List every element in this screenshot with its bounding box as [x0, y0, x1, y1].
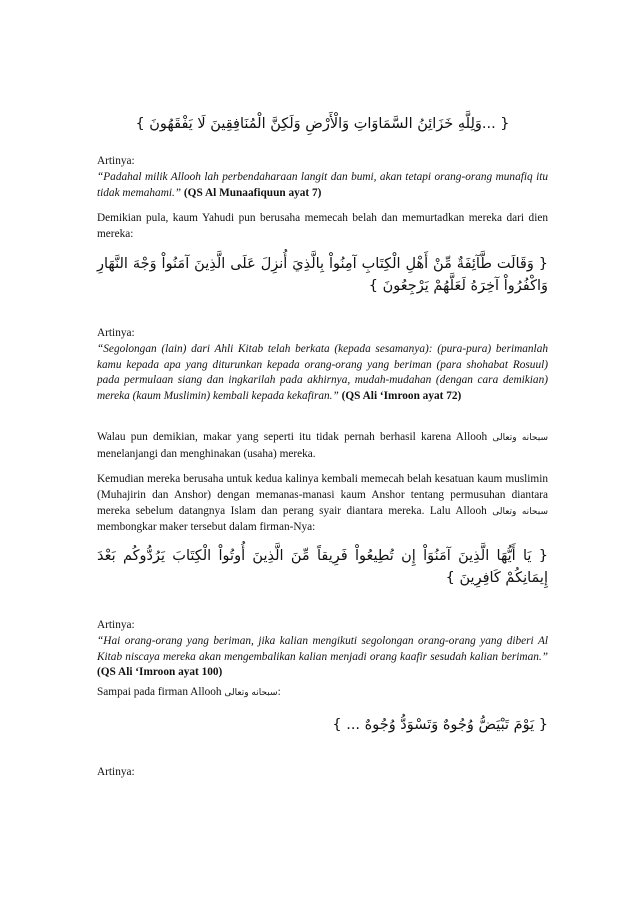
translation-label: Artinya: [97, 155, 135, 167]
paragraph-yahudi: Demikian pula, kaum Yahudi pun berusaha memecah belah dan memurtadkan mereka dari dien mereka: [97, 212, 548, 240]
quran-verse-ali-imroon-106: { يَوْمَ تَبْيَضُّ وُجُوهٌ وَتَسْوَدُّ وُجُوهٌ ... } [332, 717, 548, 733]
paragraph-text: : [277, 686, 281, 698]
paragraph-kedua-kalinya [97, 472, 548, 536]
paragraph-text: menelanjangi dan menghinakan (usaha) mereka. [97, 447, 316, 460]
translation-label: Artinya: [97, 619, 135, 631]
verse-reference: (QS Al Munaafiquun ayat 7) [183, 186, 322, 199]
translation-block-1 [97, 154, 548, 201]
quran-verse-munaafiquun-7: { ...وَلِلَّهِ خَزَائِنُ السَّمَاوَاتِ وَالْأَرْضِ وَلَكِنَّ الْمُنَافِقِينَ لَا يَفْقَهُونَ } [135, 116, 510, 132]
translation-label: Artinya: [97, 327, 135, 339]
translation-quote: “Hai orang-orang yang beriman, jika kalian mengikuti segolongan orang-orang yang diberi Al Kitab niscaya mereka akan mengembalikan kalian menjadi orang kaafir sesudah kalian beriman.” [97, 634, 548, 663]
verse-reference: (QS Ali ‘Imroon ayat 72) [341, 390, 462, 403]
verse-reference: (QS Ali ‘Imroon ayat 100) [97, 666, 223, 679]
quran-verse-ali-imroon-72: { وَقَالَت طَّآئِفَةٌ مِّنْ أَهْلِ الْكِتَابِ آمِنُواْ بِالَّذِيَ أُنزِلَ عَلَى الَّذِينَ آمَنُواْ وَجْهَ النَّهَارِ وَاكْفُرُواْ آخِرَهُ لَعَلَّهُمْ يَرْجِعُونَ } [97, 256, 548, 294]
translation-quote: “Segolongan (lain) dari Ahli Kitab telah berkata (kepada sesamanya): (pura-pura) berimanlah kamu kepada apa yang diturunkan kepada orang-orang yang beriman (para shohabat Rosuul) pada permulaan siang dan ingkarilah pada akhirnya, mudah-mudahan (dengan cara demikian) mereka (kaum Muslimin) kembali kepada kekafiran.” [97, 342, 548, 403]
translation-label-4: Artinya: [97, 766, 135, 778]
honorific-arabic: سبحانه وتعالى [492, 506, 548, 517]
translation-quote: “Padahal milik Allooh lah perbendaharaan langit dan bumi, akan tetapi orang-orang munafiq itu tidak memahami.” [97, 170, 548, 199]
paragraph-text: membongkar maker tersebut dalam firman-Nya: [97, 521, 316, 534]
paragraph-text: Kemudian mereka berusaha untuk kedua kalinya kembali memecah belah kesatuan kaum muslimin (Muhajirin dan Anshor) dengan memanas-manasi kaum Anshor tentang permusuhan diantara mereka sebelum datangnya Islam dan perang syair diantara mereka. Lalu Allooh [97, 473, 548, 517]
honorific-arabic: سبحانه وتعالى [224, 688, 278, 698]
paragraph-text: Walau pun demikian, makar yang seperti itu tidak pernah berhasil karena Allooh [97, 431, 488, 443]
quran-verse-ali-imroon-100: { يَا أَيُّهَا الَّذِينَ آمَنُوَاْ إِن تُطِيعُواْ فَرِيقاً مِّنَ الَّذِينَ أُوتُواْ الْكِتَابَ يَرُدُّوكُم بَعْدَ إِيمَانِكُمْ كَافِرِينَ } [97, 548, 548, 586]
paragraph-text: Sampai pada firman Allooh [97, 686, 222, 698]
translation-block-3 [97, 618, 548, 681]
paragraph-sampai [97, 685, 548, 702]
translation-block-2 [97, 326, 548, 405]
paragraph-makar [97, 430, 548, 463]
honorific-arabic: سبحانه وتعالى [492, 433, 548, 443]
